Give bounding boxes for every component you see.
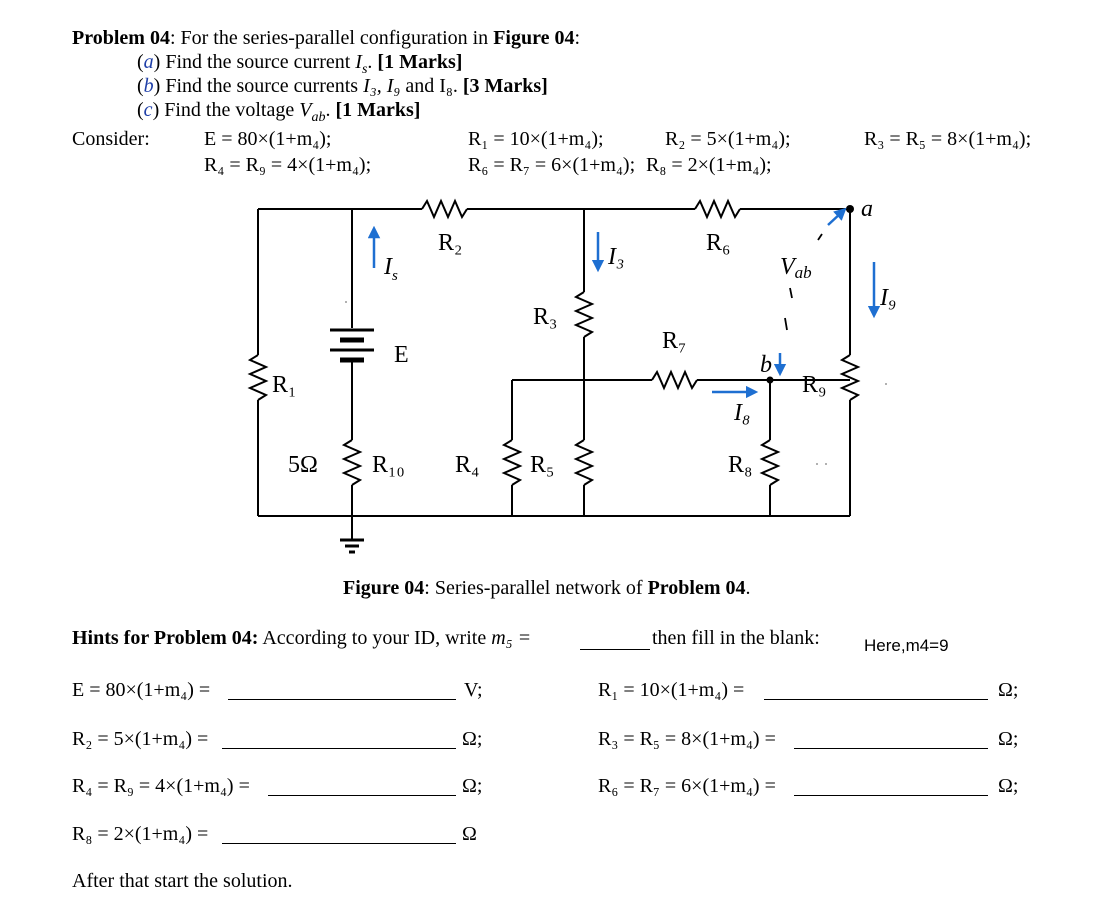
figure-reference: Figure 04 [493, 27, 575, 49]
consider-R6-R7: R₆ = R₇ = 6×(1+m₄); [468, 154, 636, 176]
fill-R3-R5-blank[interactable] [794, 728, 988, 749]
fill-R4-R9-blank[interactable] [268, 775, 456, 796]
label-Vab: Vab [780, 254, 812, 282]
label-R3: R₃ [533, 304, 558, 330]
label-node-a: a [861, 196, 873, 222]
consider-R3-R5: R₃ = R₅ = 8×(1+m₄); [864, 128, 1032, 150]
Vab-dashes [785, 234, 822, 330]
label-R9: R₉ [802, 372, 827, 398]
part-c: (c) Find the voltage $V_{ab}$. [1 Marks] [137, 99, 421, 125]
label-R10: R₁₀ [372, 452, 405, 478]
consider-R4-R9: R₄ = R₉ = 4×(1+m₄); [204, 154, 372, 176]
consider-label: Consider: [72, 128, 150, 150]
part-a: (a) Find the source current $I_s$. [1 Marks] [137, 51, 463, 77]
m5-blank[interactable] [580, 629, 650, 650]
label-I8: I₈ [734, 400, 751, 426]
consider-R2: R₂ = 5×(1+m₄); [665, 128, 791, 150]
fill-R2-label: R₂ = 5×(1+m₄) = [72, 728, 209, 750]
label-R2: R₂ [438, 230, 463, 256]
label-E: E [394, 342, 409, 368]
resistor-R1 [250, 355, 266, 400]
node-a [846, 205, 854, 213]
label-Is: $I_s$ [384, 254, 398, 284]
fill-R6-R7-label: R₆ = R₇ = 6×(1+m₄) = [598, 775, 776, 797]
label-R7: R₇ [662, 328, 687, 354]
fill-R1-blank[interactable] [764, 679, 988, 700]
resistor-R3 [576, 292, 592, 337]
resistor-R5 [576, 440, 592, 485]
label-R4: R₄ [455, 452, 480, 478]
label-5-ohm: 5Ω [288, 452, 318, 478]
fill-R3-R5-label: R₃ = R₅ = 8×(1+m₄) = [598, 728, 776, 750]
hints-end: then fill in the blank: [652, 627, 820, 649]
fill-R4-R9-label: R₄ = R₉ = 4×(1+m₄) = [72, 775, 250, 797]
fill-R1-unit: Ω; [998, 679, 1019, 701]
resistor-R2 [422, 201, 467, 217]
problem-heading: Problem 04: For the series-parallel configuration in Figure 04: [72, 27, 581, 49]
fill-E-label: E = 80×(1+m₄) = [72, 679, 211, 701]
fill-R1-label: R₁ = 10×(1+m₄) = [598, 679, 745, 701]
part-b: (b) Find the source currents I₃, I₉ and I₈. [3 Marks] [137, 75, 548, 97]
label-node-b: b [760, 352, 772, 378]
resistor-R8 [762, 440, 778, 485]
label-R8: R₈ [728, 452, 753, 478]
resistor-R6 [695, 201, 740, 217]
resistor-R10 [344, 440, 360, 485]
consider-E: E = 80×(1+m₄); [204, 128, 332, 150]
figure-caption: Figure 04: Series-parallel network of Problem 04. [343, 577, 751, 599]
fill-E-blank[interactable] [228, 679, 456, 700]
consider-R1: R₁ = 10×(1+m₄); [468, 128, 604, 150]
note-m4: Here,m4=9 [864, 636, 949, 655]
resistor-R9 [842, 355, 858, 400]
problem-number: Problem 04 [72, 27, 170, 49]
fill-R8-unit: Ω [462, 823, 477, 845]
label-I9: I₉ [880, 285, 897, 311]
label-R5: R₅ [530, 452, 555, 478]
label-R1: R₁ [272, 372, 297, 398]
Vab-arrow-a [828, 212, 842, 225]
resistor-R7 [652, 372, 697, 388]
footer-text: After that start the solution. [72, 870, 293, 892]
problem-heading-text: : For the series-parallel configuration in [169, 27, 494, 49]
fill-R6-R7-blank[interactable] [794, 775, 988, 796]
label-R6: R₆ [706, 230, 731, 256]
fill-R8-blank[interactable] [222, 823, 456, 844]
battery-E [330, 330, 374, 360]
fill-R6-R7-unit: Ω; [998, 775, 1019, 797]
fill-E-unit: V; [464, 679, 483, 701]
fill-R2-blank[interactable] [222, 728, 456, 749]
fill-R2-unit: Ω; [462, 728, 483, 750]
label-I3: I₃ [608, 244, 625, 270]
consider-R8: R₈ = 2×(1+m₄); [646, 154, 772, 176]
fill-R8-label: R₈ = 2×(1+m₄) = [72, 823, 209, 845]
resistor-R4 [504, 440, 520, 485]
fill-R3-R5-unit: Ω; [998, 728, 1019, 750]
fill-R4-R9-unit: Ω; [462, 775, 483, 797]
hints-line: Hints for Problem 04: According to your ID, write m₅ = [72, 627, 532, 649]
